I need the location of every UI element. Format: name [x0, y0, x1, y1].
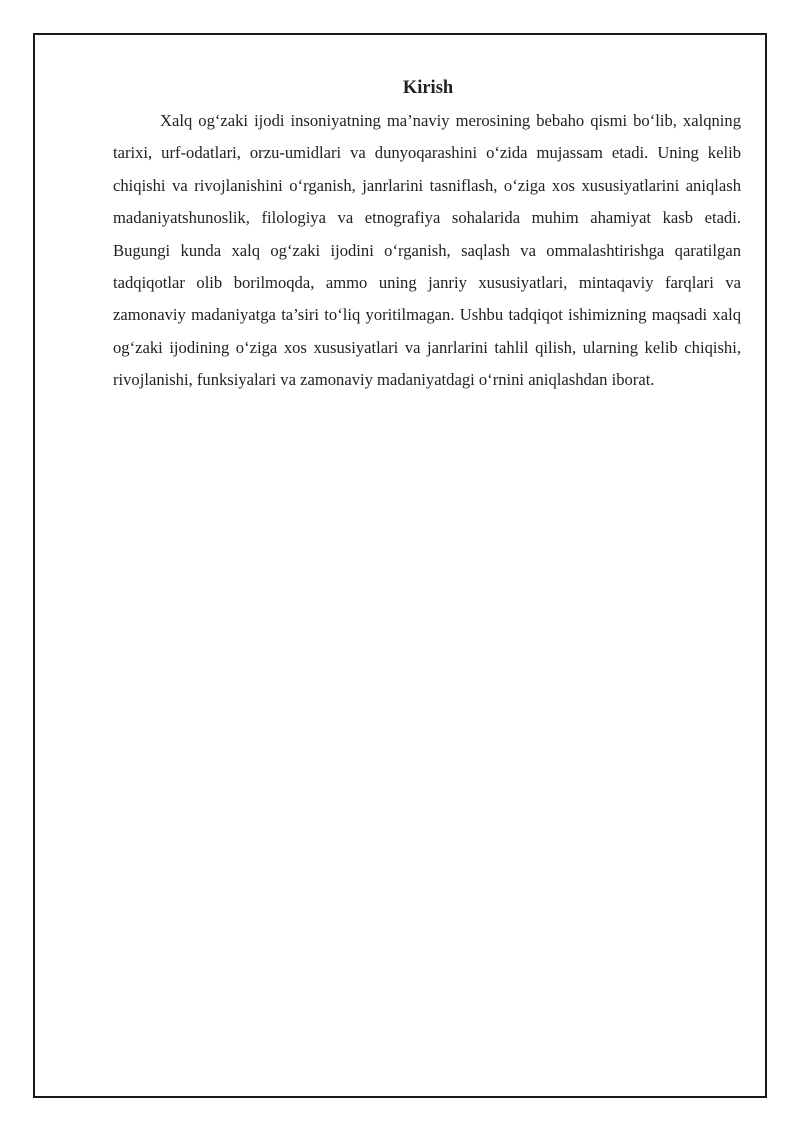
body-paragraph: Xalq og‘zaki ijodi insoniyatning ma’naviy merosining bebaho qismi bo‘lib, xalqning tarixi, urf-odatlari, orzu-umidlari va dunyoqarashini o‘zida mujassam etadi. Uning kelib chiqishi va rivojlanishini o‘rganish, janrlarini tasniflash, o‘ziga xos xususiyatlarini aniqlash madaniyatshunoslik, filologiya va etnografiya sohalarida muhim ahamiyat kasb etadi. Bugungi kunda xalq og‘zaki ijodini o‘rganish, saqlash va ommalashtirishga qaratilgan tadqiqotlar olib borilmoqda, ammo uning janriy xususiyatlari, mintaqaviy farqlari va zamonaviy madaniyatga ta’siri to‘liq yoritilmagan. Ushbu tadqiqot ishimizning maqsadi xalq og‘zaki ijodining o‘ziga xos xususiyatlari va janrlarini tahlil qilish, ularning kelib chiqishi, rivojlanishi, funksiyalari va zamonaviy madaniyatdagi o‘rnini aniqlashdan iborat. — [113, 111, 741, 390]
section-heading: Kirish — [402, 78, 454, 98]
document-body — [113, 74, 741, 397]
